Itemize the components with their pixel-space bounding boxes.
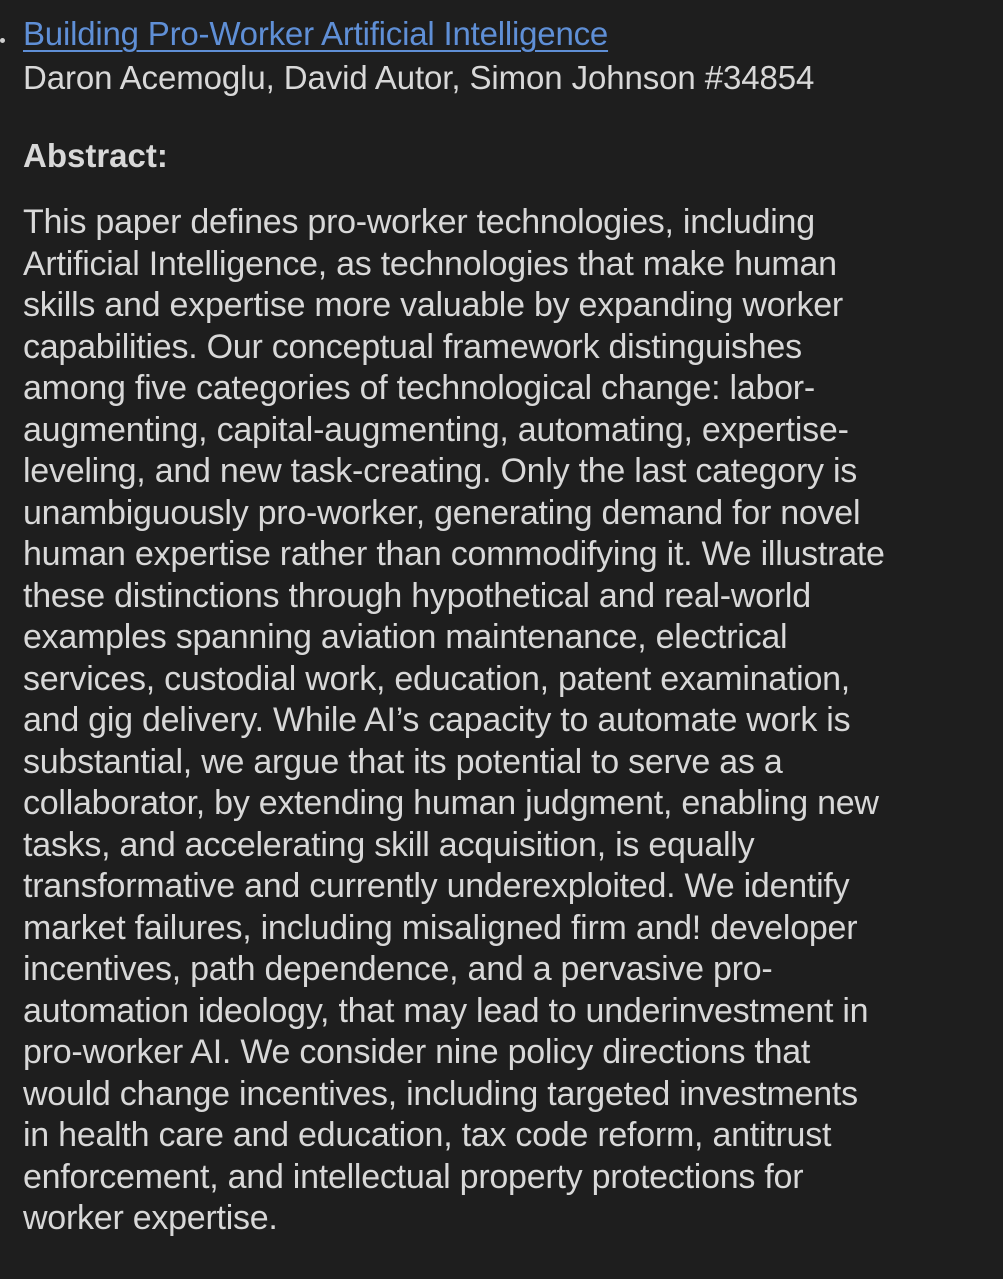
abstract-line: This paper defines pro-worker technologies, including xyxy=(23,203,815,241)
abstract-line: capabilities. Our conceptual framework distinguishes xyxy=(23,327,802,366)
abstract-line: enforcement, and intellectual property protections for xyxy=(23,1157,804,1196)
abstract-line: and gig delivery. While AI’s capacity to automate work is xyxy=(23,701,851,739)
abstract-line: Artificial Intelligence, as technologies that make human xyxy=(23,244,837,283)
abstract-line: incentives, path dependence, and a pervasive pro- xyxy=(23,950,773,988)
abstract-line: would change incentives, including targeted investments xyxy=(23,1074,858,1113)
abstract-text xyxy=(23,202,983,1240)
abstract-line: human expertise rather than commodifying it. We illustrate xyxy=(23,535,885,573)
abstract-line: substantial, we argue that its potential to serve as a xyxy=(23,742,783,781)
abstract-line: examples spanning aviation maintenance, electrical xyxy=(23,618,788,656)
abstract-line: augmenting, capital-augmenting, automating, expertise- xyxy=(23,410,849,449)
abstract-line: tasks, and accelerating skill acquisition, is equally xyxy=(23,825,755,864)
abstract-line: skills and expertise more valuable by expanding worker xyxy=(23,286,843,324)
abstract-line: services, custodial work, education, patent examination, xyxy=(23,659,851,698)
abstract-line: unambiguously pro-worker, generating demand for novel xyxy=(23,493,861,532)
abstract-line: in health care and education, tax code reform, antitrust xyxy=(23,1116,832,1154)
abstract-line: transformative and currently underexploited. We identify xyxy=(23,867,850,905)
abstract-heading: Abstract: xyxy=(23,137,168,174)
paper-title-link[interactable]: Building Pro-Worker Artificial Intelligence xyxy=(23,15,609,52)
abstract-line: market failures, including misaligned firm and! developer xyxy=(23,908,858,947)
abstract-line: collaborator, by extending human judgment, enabling new xyxy=(23,784,879,822)
abstract-line: automation ideology, that may lead to underinvestment in xyxy=(23,991,869,1030)
abstract-line: worker expertise. xyxy=(23,1199,278,1237)
abstract-line: pro-worker AI. We consider nine policy directions that xyxy=(23,1033,811,1071)
abstract-line: leveling, and new task-creating. Only the last category is xyxy=(23,452,858,490)
list-bullet xyxy=(0,38,5,43)
paper-authors: Daron Acemoglu, David Autor, Simon Johnson #34854 xyxy=(23,59,815,96)
paper-entry xyxy=(23,12,983,1240)
abstract-line: among five categories of technological change: labor- xyxy=(23,369,815,407)
abstract-line: these distinctions through hypothetical and real-world xyxy=(23,576,811,615)
